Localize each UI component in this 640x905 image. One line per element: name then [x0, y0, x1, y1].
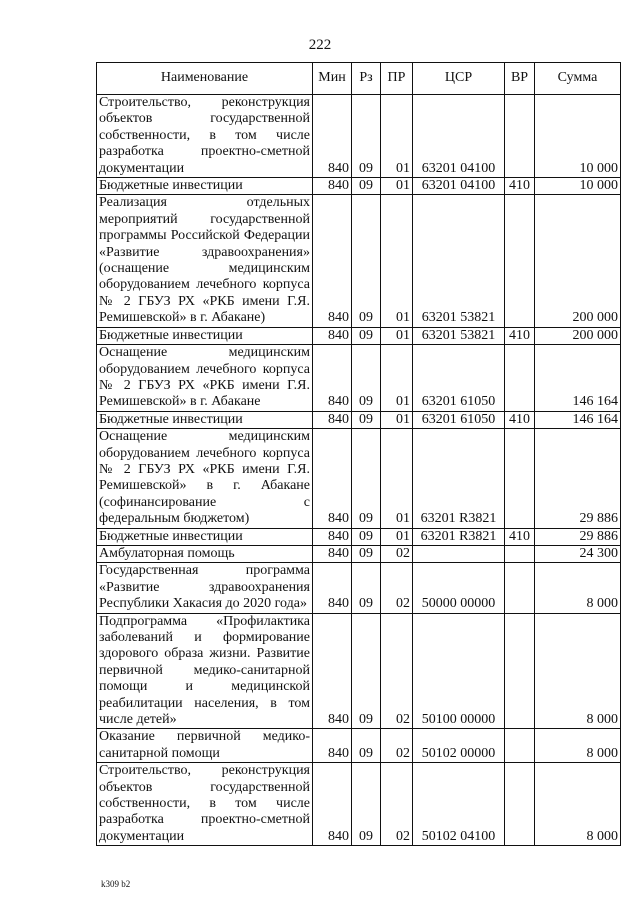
- cell-rz: 09: [352, 563, 381, 613]
- cell-vr: 410: [505, 528, 535, 545]
- cell-name: Бюджетные инвестиции: [97, 178, 313, 195]
- cell-name: Оказание первичной медико-санитарной помощи: [97, 729, 313, 763]
- cell-vr: 410: [505, 327, 535, 344]
- cell-min: 840: [313, 95, 352, 178]
- cell-pr: 01: [381, 195, 413, 327]
- table-row: [97, 613, 621, 729]
- cell-rz: 09: [352, 729, 381, 763]
- cell-name: Строительство, реконструкция объектов государственной собственности, в том числе разработка проектно-сметной документации: [97, 763, 313, 846]
- cell-csr: 50100 00000: [413, 613, 505, 729]
- table-row: [97, 345, 621, 412]
- table-row: [97, 95, 621, 178]
- cell-rz: 09: [352, 429, 381, 528]
- table-row: [97, 411, 621, 428]
- cell-min: 840: [313, 178, 352, 195]
- table-row: [97, 429, 621, 528]
- cell-rz: 09: [352, 411, 381, 428]
- cell-vr: [505, 95, 535, 178]
- page-number: 222: [308, 37, 332, 53]
- cell-min: 840: [313, 613, 352, 729]
- footer-code: k309 b2: [101, 879, 131, 889]
- cell-name: Реализация отдельных мероприятий государственной программы Российской Федерации «Развитие здравоохранения» (оснащение медицинским оборудованием лечебного корпуса № 2 ГБУЗ РХ «РКБ имени Г.Я. Ремишевской» в г. Абакане): [97, 195, 313, 327]
- cell-sum: 8 000: [535, 729, 621, 763]
- header-pr: ПР: [381, 63, 413, 95]
- cell-csr: 63201 R3821: [413, 528, 505, 545]
- cell-vr: [505, 195, 535, 327]
- cell-min: 840: [313, 327, 352, 344]
- header-rz: Рз: [352, 63, 381, 95]
- header-sum: Сумма: [535, 63, 621, 95]
- cell-min: 840: [313, 195, 352, 327]
- cell-csr: 50000 00000: [413, 563, 505, 613]
- cell-min: 840: [313, 729, 352, 763]
- cell-name: Оснащение медицинским оборудованием лечебного корпуса № 2 ГБУЗ РХ «РКБ имени Г.Я. Ремишевской» в г. Абакане (софинансирование с федеральным бюджетом): [97, 429, 313, 528]
- cell-vr: 410: [505, 411, 535, 428]
- cell-vr: [505, 345, 535, 412]
- header-min: Мин: [313, 63, 352, 95]
- table-header-row: [97, 63, 621, 95]
- cell-rz: 09: [352, 178, 381, 195]
- cell-pr: 01: [381, 327, 413, 344]
- budget-table: [96, 62, 621, 846]
- cell-pr: 02: [381, 545, 413, 562]
- cell-name: Строительство, реконструкция объектов государственной собственности, в том числе разработка проектно-сметной документации: [97, 95, 313, 178]
- table-row: [97, 563, 621, 613]
- cell-vr: [505, 613, 535, 729]
- cell-pr: 02: [381, 613, 413, 729]
- cell-vr: [505, 429, 535, 528]
- cell-rz: 09: [352, 95, 381, 178]
- table-row: [97, 729, 621, 763]
- cell-min: 840: [313, 345, 352, 412]
- cell-min: 840: [313, 763, 352, 846]
- cell-name: Бюджетные инвестиции: [97, 528, 313, 545]
- cell-sum: 146 164: [535, 345, 621, 412]
- cell-sum: 8 000: [535, 613, 621, 729]
- table-row: [97, 195, 621, 327]
- cell-csr: 63201 04100: [413, 178, 505, 195]
- cell-csr: 50102 04100: [413, 763, 505, 846]
- cell-pr: 01: [381, 345, 413, 412]
- cell-csr: 63201 R3821: [413, 429, 505, 528]
- cell-name: Государственная программа «Развитие здравоохранения Республики Хакасия до 2020 года»: [97, 563, 313, 613]
- cell-pr: 01: [381, 528, 413, 545]
- cell-vr: [505, 729, 535, 763]
- cell-csr: 63201 53821: [413, 195, 505, 327]
- cell-sum: 10 000: [535, 178, 621, 195]
- cell-pr: 01: [381, 411, 413, 428]
- cell-min: 840: [313, 528, 352, 545]
- cell-vr: [505, 763, 535, 846]
- table-row: [97, 545, 621, 562]
- cell-min: 840: [313, 545, 352, 562]
- cell-name: Бюджетные инвестиции: [97, 327, 313, 344]
- cell-rz: 09: [352, 613, 381, 729]
- table-row: [97, 528, 621, 545]
- cell-csr: [413, 545, 505, 562]
- cell-sum: 29 886: [535, 528, 621, 545]
- cell-sum: 200 000: [535, 195, 621, 327]
- cell-sum: 24 300: [535, 545, 621, 562]
- cell-pr: 01: [381, 178, 413, 195]
- cell-rz: 09: [352, 545, 381, 562]
- header-csr: ЦСР: [413, 63, 505, 95]
- cell-sum: 8 000: [535, 763, 621, 846]
- cell-sum: 8 000: [535, 563, 621, 613]
- cell-csr: 63201 04100: [413, 95, 505, 178]
- cell-rz: 09: [352, 327, 381, 344]
- table-row: [97, 763, 621, 846]
- cell-rz: 09: [352, 345, 381, 412]
- cell-rz: 09: [352, 763, 381, 846]
- cell-sum: 200 000: [535, 327, 621, 344]
- cell-name: Подпрограмма «Профилактика заболеваний и формирование здорового образа жизни. Развитие первичной медико-санитарной помощи и медицинской реабилитации населения, в том числе детей»: [97, 613, 313, 729]
- cell-pr: 02: [381, 729, 413, 763]
- cell-vr: 410: [505, 178, 535, 195]
- cell-name: Амбулаторная помощь: [97, 545, 313, 562]
- cell-csr: 63201 53821: [413, 327, 505, 344]
- cell-name: Оснащение медицинским оборудованием лечебного корпуса № 2 ГБУЗ РХ «РКБ имени Г.Я. Ремишевской» в г. Абакане: [97, 345, 313, 412]
- cell-pr: 01: [381, 95, 413, 178]
- cell-rz: 09: [352, 195, 381, 327]
- cell-csr: 50102 00000: [413, 729, 505, 763]
- cell-rz: 09: [352, 528, 381, 545]
- cell-pr: 02: [381, 563, 413, 613]
- cell-csr: 63201 61050: [413, 411, 505, 428]
- cell-pr: 02: [381, 763, 413, 846]
- table-row: [97, 327, 621, 344]
- cell-min: 840: [313, 429, 352, 528]
- header-name: Наименование: [97, 63, 313, 95]
- cell-pr: 01: [381, 429, 413, 528]
- cell-name: Бюджетные инвестиции: [97, 411, 313, 428]
- cell-min: 840: [313, 411, 352, 428]
- cell-sum: 29 886: [535, 429, 621, 528]
- table-row: [97, 178, 621, 195]
- cell-vr: [505, 563, 535, 613]
- cell-sum: 146 164: [535, 411, 621, 428]
- cell-csr: 63201 61050: [413, 345, 505, 412]
- header-vr: ВР: [505, 63, 535, 95]
- cell-vr: [505, 545, 535, 562]
- cell-sum: 10 000: [535, 95, 621, 178]
- cell-min: 840: [313, 563, 352, 613]
